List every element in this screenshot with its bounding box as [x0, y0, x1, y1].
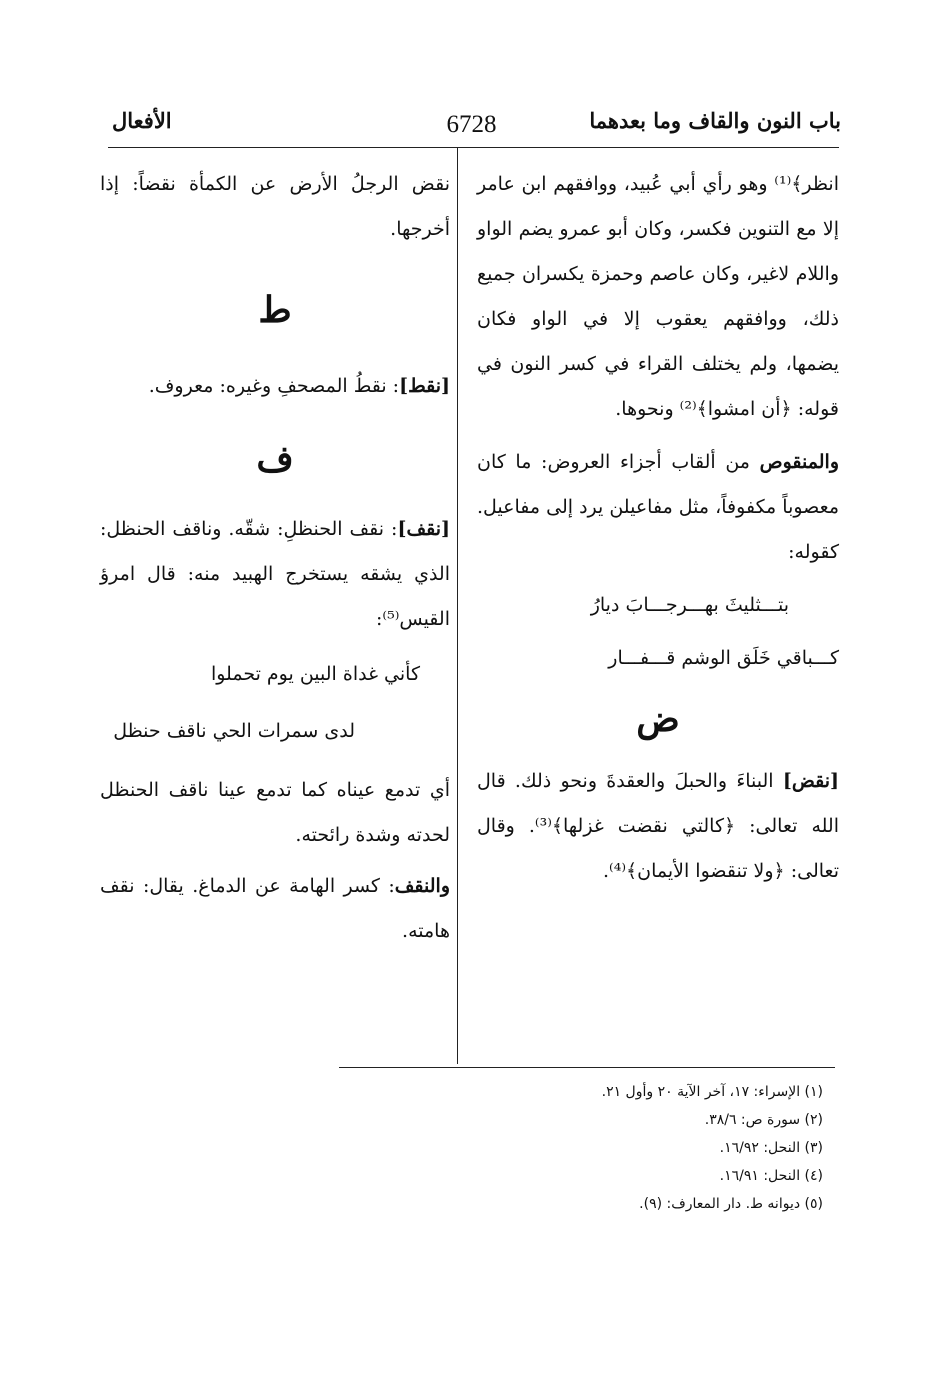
paragraph	[100, 364, 450, 409]
footnote: (٥) ديوانه ط. دار المعارف: (٩).	[639, 1196, 823, 1212]
verse-line: بتـــثليثَ بهـــرجـــابَ ديارُ	[590, 594, 789, 616]
footnote: (١) الإسراء: ١٧، آخر الآية ٢٠ وأول ٢١.	[601, 1084, 823, 1100]
paragraph-text: : نقطُ المصحفِ وغيره: معروف.	[148, 375, 400, 397]
entry-keyword: والمنقوص	[759, 451, 839, 473]
footnote: (٣) النحل: ١٦/٩٢.	[719, 1140, 823, 1156]
entry-keyword: [نقف]	[397, 518, 450, 540]
left-column	[100, 162, 450, 954]
header-chapter-title: باب النون والقاف وما بعدهما	[589, 108, 841, 133]
entry-keyword: [نقض]	[782, 770, 839, 792]
paragraph	[100, 864, 450, 954]
footnote-divider	[339, 1067, 835, 1068]
footnote: (٤) النحل: ١٦/٩١.	[719, 1168, 823, 1184]
paragraph: انظر﴾⁽¹⁾ وهو رأي أبي عُبيد، ووافقهم ابن عامر إلا مع التنوين فكسر، وكان أبو عمرو يضم الواو واللام لاغير، وكان عاصم وحمزة يكسران جميع ذلك، ووافقهم يعقوب إلا في الواو فكان يضمها، ولم يختلف القراء في كسر النون في قوله: ﴿أن امشوا﴾⁽²⁾ ونحوها.	[477, 173, 839, 420]
verse-line: لدى سمرات الحي ناقف حنظل	[113, 720, 355, 742]
header-divider	[108, 147, 839, 148]
paragraph-text: البناءَ والحبلَ والعقدةَ ونحو ذلك. قال الله تعالى: ﴿كالتي نقضت غزلها﴾⁽³⁾. وقال تعالى: ﴿ولا تنقضوا الأيمان﴾⁽⁴⁾.	[477, 770, 839, 882]
paragraph	[477, 440, 839, 575]
header-book-title: الأفعال	[112, 108, 172, 133]
page-number: 6728	[446, 111, 497, 138]
verse-line: كأني غداة البين يوم تحملوا	[210, 663, 420, 685]
paragraph	[100, 507, 450, 642]
footnotes	[602, 1078, 823, 1218]
paragraph-text: من ألقاب أجزاء العروض: ما كان معصوباً مكفوفاً، مثل مفاعيلن يرد إلى مفاعيل. كقوله:	[477, 451, 839, 563]
entry-keyword: والنقف	[394, 875, 450, 897]
section-letter: ض	[636, 698, 680, 740]
paragraph-text: : كسر الهامة عن الدماغ. يقال: نقف هامته.	[100, 875, 450, 942]
footnote: (٢) سورة ص: ٣٨/٦.	[704, 1112, 823, 1128]
verse-line: كـــباقي خَلَق الوشم قـــفـــار	[608, 647, 839, 669]
paragraph: نقض الرجلُ الأرض عن الكمأة نقضاً: إذا أخرجها.	[100, 173, 450, 240]
entry-keyword: [نقط]	[399, 375, 450, 397]
right-column	[477, 162, 839, 894]
paragraph: أي تدمع عيناه كما تدمع عينا ناقف الحنظل لحدته وشدة رائحته.	[100, 779, 450, 846]
column-divider	[457, 148, 458, 1064]
section-letter: ط	[258, 289, 292, 331]
paragraph-text: : نقف الحنظلِ: شقّه. وناقف الحنظل: الذي يشقه يستخرج الهبيد منه: قال امرؤ القيس⁽⁵⁾:	[100, 518, 450, 630]
section-letter: ف	[256, 438, 294, 480]
paragraph	[477, 759, 839, 894]
